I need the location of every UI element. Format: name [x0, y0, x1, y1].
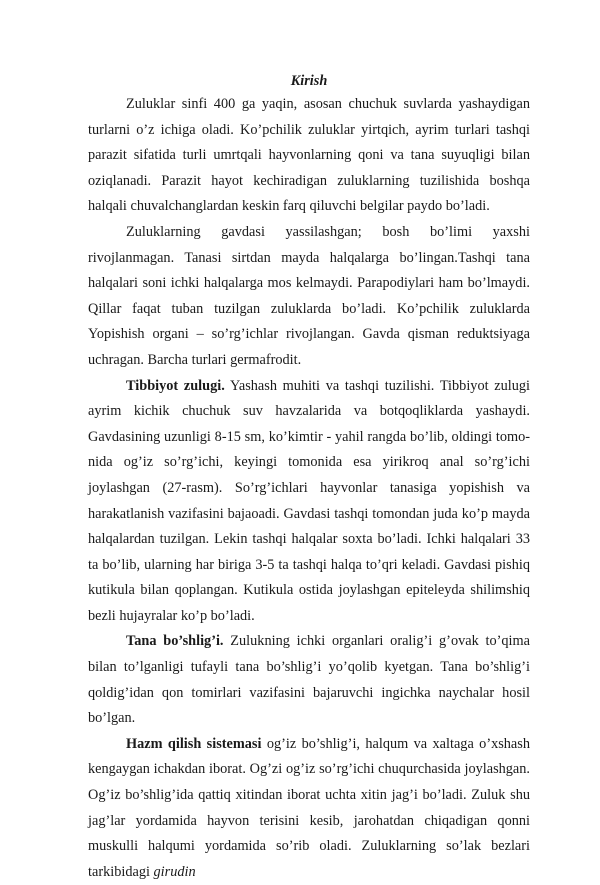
paragraph-intro — [88, 92, 530, 220]
paragraph-body-cavity — [88, 629, 530, 731]
paragraph-body-cavity-text: Zulukning ichki organlari oralig’i g’ovak to’qima bilan to’lganligi tufayli tana bo’shlig’i yo’qolib kyetgan. Tana bo’shlig’i qoldig’idan qon tomirlari vazifasini bajaruvchi ingichka naychalar hosil bo’lgan. — [88, 633, 530, 727]
body-cavity-heading: Tana bo’shlig’i. — [126, 633, 224, 650]
document-page — [88, 60, 530, 885]
paragraph-medical-leech-text: Yashash muhiti va tashqi tuzilishi. Tibbiyot zulugi ayrim kichik chuchuk suv havzalarida va botqoqliklarda yashaydi. Gavdasining uzunligi 8-15 sm, ko’kimtir - yahil rangda bo’lib, oldingi tomo-nida og’iz so’rg’ichi, keyingi tomonida esa yirikroq anal so’rg’ichi joylashgan (27-rasm). So’rg’ichlari hayvonlar tanasiga yopishish va harakatlanish vazifasini bajaoadi. Gavdasi tashqi tomondan juda ko’p mayda halqalardan tuzilgan. Lekin tashqi halqalar soxta bo’ladi. Ichki halqalari 33 ta bo’lib, ularning har biriga 3-5 ta tashqi halqa to’qri keladi. Gavdasi pishiq kutikula bilan qoplangan. Kutikula ostida joylashgan epiteleyda shilimshiq bezli hujayralar ko’p bo’ladi. — [88, 377, 530, 624]
paragraph-body-structure — [88, 220, 530, 374]
medical-leech-heading: Tibbiyot zulugi. — [126, 377, 225, 394]
digestive-system-heading: Hazm qilish sistemasi — [126, 735, 262, 752]
paragraph-body-structure-text: Zuluklarning gavdasi yassilashgan; bosh bo’limi yaxshi rivojlanmagan. Tanasi sirtdan mayda halqalarga bo’lingan.Tashqi tana halqalari soni ichki halqalarga mos kelmaydi. Parapodiylari ham bo’lmaydi. Qillar faqat tuban tuzilgan zuluklarda bo’ladi. Ko’pchilik zuluklarda Yopishish organi – so’rg’ichlar rivojlangan. Gavda qisman reduktsiyaga uchragan. Barcha turlari germafrodit. — [88, 223, 530, 368]
paragraph-intro-text: Zuluklar sinfi 400 ga yaqin, asosan chuchuk suvlarda yashaydigan turlarni o’z ichiga oladi. Ko’pchilik zuluklar yirtqich, ayrim turlari tashqi parazit sifatida turli umrtqali hayvonlarning qoni va tana suyuqligi bilan oziqlanadi. Parazit hayot kechiradigan zuluklarning tuzilishida boshqa halqali chuvalchanglardan keskin farq qiluvchi belgilar paydo bo’ladi. — [88, 96, 530, 215]
section-title: Kirish — [290, 73, 328, 89]
girudin-term: girudin — [153, 863, 196, 880]
paragraph-medical-leech — [88, 374, 530, 630]
paragraph-digestive-system-text: og’iz bo’shlig’i, halqum va xaltaga o’xshash kengaygan ichakdan iborat. Og’zi og’iz so’rg’ichi chuqurchasida joylashgan. Og’iz bo’shlig’ida qattiq xitindan iborat uchta xitin jag’i bo’ladi. Zuluk shu jag’lar yordamida hayvon terisini kesib, jarohatdan chiqadigan qonni muskulli halqumi yordamida so’rib oladi. Zuluklarning so’lak bezlari tarkibidagi — [88, 735, 530, 880]
paragraph-digestive-system — [88, 732, 530, 885]
